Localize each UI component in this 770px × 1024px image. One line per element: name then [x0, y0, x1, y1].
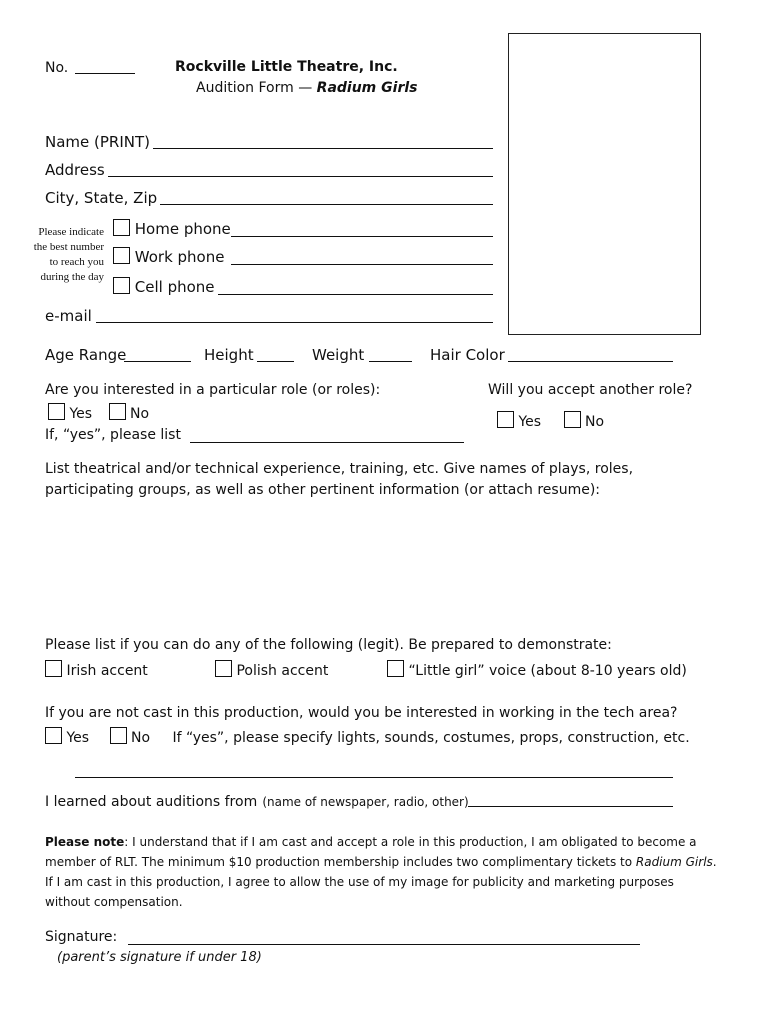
home-phone-field[interactable] — [231, 236, 493, 237]
tech-yes-checkbox[interactable] — [45, 727, 62, 744]
tech-specify-text: If “yes”, please specify lights, sounds, costumes, props, construction, etc. — [172, 730, 690, 746]
accept-yes-label: Yes — [518, 414, 542, 430]
cell-phone-checkbox[interactable] — [113, 277, 130, 294]
parent-signature-note: (parent’s signature if under 18) — [57, 950, 262, 965]
membership-note — [45, 832, 721, 912]
form-title-prefix: Audition Form — — [196, 80, 317, 96]
learned-about-label: I learned about auditions from — [45, 794, 258, 810]
experience-line-2: participating groups, as well as other pertinent information (or attach resume): — [45, 482, 601, 498]
height-label: Height — [204, 346, 254, 364]
skills-prompt: Please list if you can do any of the following (legit). Be prepared to demonstrate: — [45, 637, 612, 653]
cell-phone-label: Cell phone — [134, 278, 215, 296]
note-text-1: : I understand that if I am cast and accept a role in this production, I am obligated to become a member of RLT. The minimum $10 production membership includes two complimentary tickets to — [45, 835, 697, 869]
hair-color-field[interactable] — [508, 361, 673, 362]
role-yes-checkbox[interactable] — [48, 403, 65, 420]
signature-label: Signature: — [45, 929, 118, 945]
role-yes-no-row — [48, 403, 149, 422]
hair-color-label: Hair Color — [430, 346, 505, 364]
irish-accent-label: Irish accent — [66, 663, 148, 679]
signature-field[interactable] — [128, 944, 640, 945]
little-girl-voice-option — [387, 660, 687, 679]
work-phone-field[interactable] — [231, 264, 493, 265]
tech-specify-field[interactable] — [75, 777, 673, 778]
note-text-2: . If I am cast in this production, I agree to allow the use of my image for publicity and marketing purposes without compensation. — [45, 855, 717, 909]
weight-label: Weight — [312, 346, 365, 364]
role-no-checkbox[interactable] — [109, 403, 126, 420]
home-phone-checkbox[interactable] — [113, 219, 130, 236]
experience-line-1: List theatrical and/or technical experience, training, etc. Give names of plays, roles, — [45, 461, 634, 477]
city-state-zip-field[interactable] — [160, 204, 493, 205]
cell-phone-row — [113, 277, 215, 296]
name-label: Name (PRINT) — [45, 133, 150, 151]
role-no-label: No — [129, 406, 150, 422]
show-title: Radium Girls — [316, 80, 418, 96]
photo-box — [508, 33, 701, 335]
accept-yes-no-row — [497, 411, 604, 430]
best-number-note — [18, 225, 104, 285]
tech-question: If you are not cast in this production, would you be interested in working in the tech area? — [45, 705, 678, 721]
form-title — [196, 80, 417, 96]
tech-no-label: No — [130, 730, 151, 746]
polish-accent-label: Polish accent — [236, 663, 329, 679]
name-field[interactable] — [153, 148, 493, 149]
number-label: No. — [45, 60, 69, 76]
note-line: during the day — [40, 271, 104, 283]
learned-about-hint: (name of newspaper, radio, other) — [262, 795, 469, 809]
address-field[interactable] — [108, 176, 493, 177]
note-line: Please indicate — [38, 226, 104, 238]
home-phone-row — [113, 219, 231, 238]
organization-name: Rockville Little Theatre, Inc. — [175, 59, 398, 75]
role-question: Are you interested in a particular role (or roles): — [45, 382, 381, 398]
note-label: Please note — [45, 835, 125, 849]
note-show-title: Radium Girls — [635, 855, 713, 869]
height-field[interactable] — [257, 361, 294, 362]
little-girl-voice-label: “Little girl” voice (about 8-10 years old) — [408, 663, 687, 679]
accept-no-label: No — [584, 414, 605, 430]
learned-about-row — [45, 791, 469, 810]
email-field[interactable] — [96, 322, 493, 323]
age-range-field[interactable] — [124, 361, 191, 362]
home-phone-label: Home phone — [134, 220, 231, 238]
role-list-field[interactable] — [190, 442, 464, 443]
accept-role-question: Will you accept another role? — [488, 382, 693, 398]
city-state-zip-label: City, State, Zip — [45, 189, 158, 207]
weight-field[interactable] — [369, 361, 412, 362]
note-line: the best number — [33, 241, 104, 253]
role-yes-label: Yes — [69, 406, 93, 422]
learned-about-field[interactable] — [468, 806, 673, 807]
cell-phone-field[interactable] — [218, 294, 493, 295]
polish-accent-checkbox[interactable] — [215, 660, 232, 677]
tech-answer-row — [45, 727, 690, 746]
polish-accent-option — [215, 660, 328, 679]
number-field[interactable] — [75, 73, 135, 74]
role-list-label: If, “yes”, please list — [45, 427, 181, 443]
work-phone-checkbox[interactable] — [113, 247, 130, 264]
work-phone-row — [113, 247, 224, 266]
experience-area[interactable] — [45, 505, 695, 630]
accept-yes-checkbox[interactable] — [497, 411, 514, 428]
age-range-label: Age Range — [45, 346, 127, 364]
irish-accent-option — [45, 660, 148, 679]
tech-no-checkbox[interactable] — [110, 727, 127, 744]
address-label: Address — [45, 161, 105, 179]
irish-accent-checkbox[interactable] — [45, 660, 62, 677]
tech-yes-label: Yes — [66, 730, 90, 746]
accept-no-checkbox[interactable] — [564, 411, 581, 428]
email-label: e-mail — [45, 307, 92, 325]
little-girl-voice-checkbox[interactable] — [387, 660, 404, 677]
note-line: to reach you — [49, 256, 104, 268]
work-phone-label: Work phone — [134, 248, 225, 266]
